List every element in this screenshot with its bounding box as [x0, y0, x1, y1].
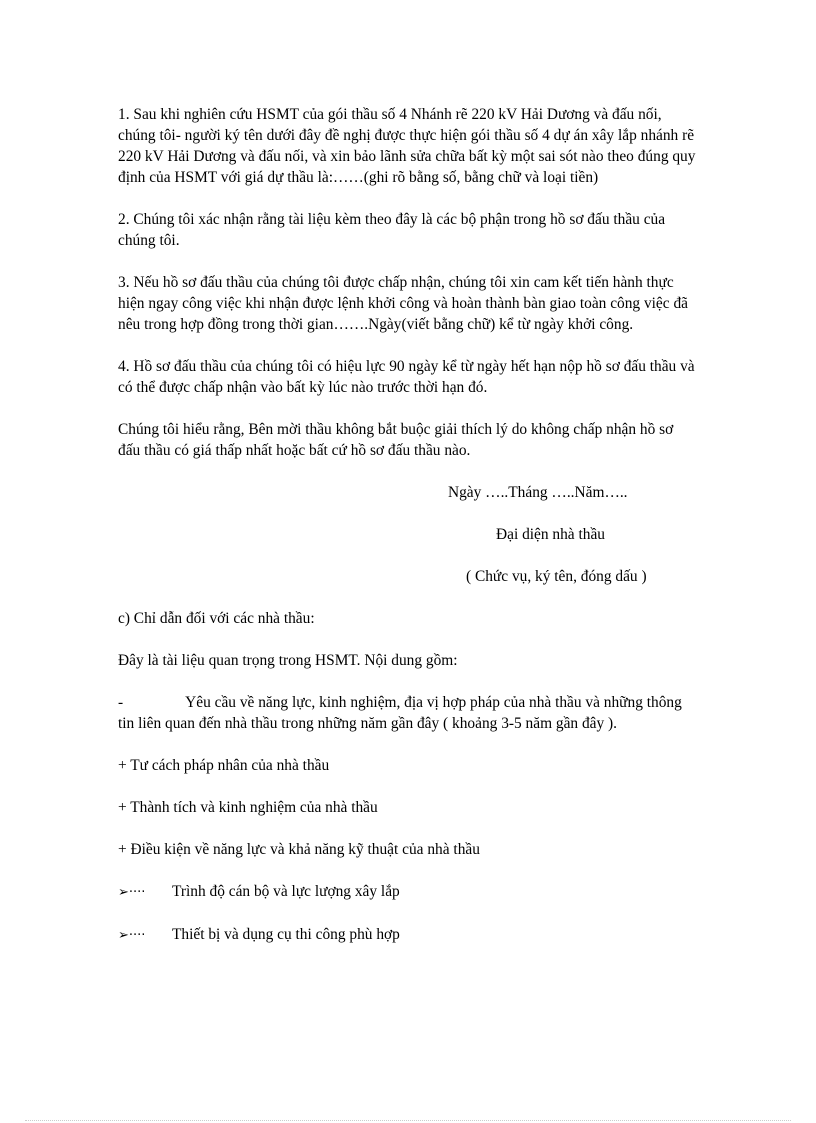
bullet-item-text: Thiết bị và dụng cụ thi công phù hợp	[172, 926, 400, 943]
bullet-item-2	[118, 924, 698, 946]
paragraph-4: 4. Hồ sơ đấu thầu của chúng tôi có hiệu lực 90 ngày kể từ ngày hết hạn nộp hồ sơ đấu thầu và có thể được chấp nhận vào bất kỳ lúc nào trước thời hạn đó.	[118, 358, 695, 396]
paragraph-2: 2. Chúng tôi xác nhận rằng tài liệu kèm theo đây là các bộ phận trong hồ sơ đấu thầu của chúng tôi.	[118, 211, 666, 249]
paragraph-5: Chúng tôi hiểu rằng, Bên mời thầu không bắt buộc giải thích lý do không chấp nhận hồ sơ đấu thầu có giá thấp nhất hoặc bất cứ hồ sơ đấu thầu nào.	[118, 421, 674, 459]
signature-note: ( Chức vụ, ký tên, đóng dấu )	[466, 568, 647, 585]
plus-item-2: + Thành tích và kinh nghiệm của nhà thầu	[118, 799, 378, 816]
plus-item-3: + Điều kiện về năng lực và khả năng kỹ thuật của nhà thầu	[118, 841, 480, 858]
bullet-item-text: Trình độ cán bộ và lực lượng xây lắp	[172, 883, 400, 900]
dash-item-text: Yêu cầu về năng lực, kinh nghiệm, địa vị hợp pháp của nhà thầu và những thông tin liên quan đến nhà thầu trong những năm gần đây ( khoảng 3-5 năm gần đây ).	[118, 694, 682, 732]
plus-item-1: + Tư cách pháp nhân của nhà thầu	[118, 757, 330, 774]
paragraph-1: 1. Sau khi nghiên cứu HSMT của gói thầu số 4 Nhánh rẽ 220 kV Hải Dương và đấu nối, chúng tôi- người ký tên dưới đây đề nghị được thực hiện gói thầu số 4 dự án xây lắp nhánh rẽ 220 kV Hải Dương và đấu nối, và xin bảo lãnh sửa chữa bất kỳ một sai sót nào theo đúng quy định của HSMT với giá dự thầu là:……(ghi rõ bằng số, bằng chữ và loại tiền)	[118, 106, 696, 186]
document-page	[118, 104, 698, 967]
dash-marker: -	[118, 694, 124, 711]
paragraph-3: 3. Nếu hồ sơ đấu thầu của chúng tôi được chấp nhận, chúng tôi xin cam kết tiến hành thực hiện ngay công việc khi nhận được lệnh khởi công và hoàn thành bàn giao toàn công việc đã nêu trong hợp đồng trong thời gian…….Ngày(viết bằng chữ) kể từ ngày khởi công.	[118, 274, 688, 333]
dash-list-item	[118, 692, 698, 734]
signature-date: Ngày …..Tháng …..Năm…..	[448, 484, 628, 501]
arrowhead-bullet-icon: ➢····	[118, 928, 146, 943]
page-bottom-divider	[25, 1120, 791, 1121]
section-c-heading: c) Chỉ dẫn đối với các nhà thầu:	[118, 610, 315, 627]
signature-representative: Đại diện nhà thầu	[496, 526, 605, 543]
section-c-intro: Đây là tài liệu quan trọng trong HSMT. Nội dung gồm:	[118, 652, 458, 669]
arrowhead-bullet-icon: ➢····	[118, 885, 146, 900]
bullet-item-1	[118, 881, 698, 903]
